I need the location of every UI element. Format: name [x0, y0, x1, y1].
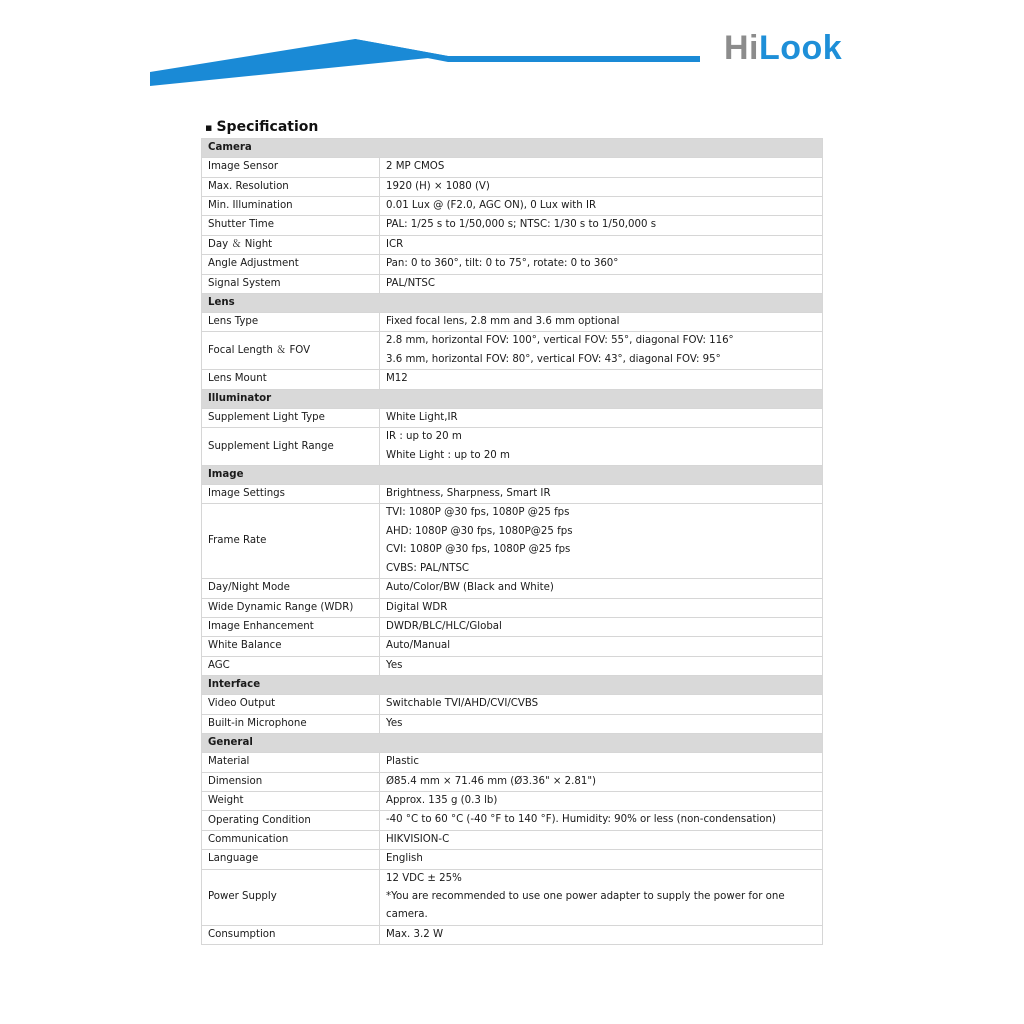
spec-label: Material	[202, 753, 380, 772]
spec-value	[380, 579, 823, 598]
group-header: Image	[202, 465, 823, 484]
spec-value	[380, 504, 823, 579]
bullet-icon: ▪	[205, 121, 213, 134]
group-header: Interface	[202, 676, 823, 695]
group-header: Lens	[202, 293, 823, 312]
group-header-row	[202, 293, 823, 312]
spec-label: Operating Condition	[202, 811, 380, 830]
spec-table	[201, 138, 823, 945]
spec-value-line: AHD: 1080P @30 fps, 1080P@25 fps	[386, 525, 573, 537]
spec-value-line: *You are recommended to use one power adapter to supply the power for one	[386, 890, 785, 902]
spec-value-line: Auto/Manual	[386, 640, 451, 652]
spec-value	[380, 695, 823, 714]
spec-label: Focal Length ＆ FOV	[202, 332, 380, 370]
table-row	[202, 850, 823, 869]
spec-value-line: White Light : up to 20 m	[386, 449, 510, 461]
spec-value	[380, 177, 823, 196]
spec-label: Max. Resolution	[202, 177, 380, 196]
spec-value-line: English	[386, 853, 423, 865]
table-row	[202, 177, 823, 196]
spec-label: Built-in Microphone	[202, 714, 380, 733]
spec-value-line: Yes	[386, 717, 403, 729]
spec-value	[380, 196, 823, 215]
spec-value-line: Plastic	[386, 756, 419, 768]
spec-value-line: CVBS: PAL/NTSC	[386, 562, 470, 574]
spec-value-line: PAL: 1/25 s to 1/50,000 s; NTSC: 1/30 s to 1/50,000 s	[386, 219, 657, 231]
spec-value-line: 1920 (H) × 1080 (V)	[386, 180, 490, 192]
spec-value-line: Yes	[386, 659, 403, 671]
spec-value-line: HIKVISION-C	[386, 833, 450, 845]
spec-value-line: PAL/NTSC	[386, 277, 435, 289]
table-row	[202, 925, 823, 944]
spec-value	[380, 850, 823, 869]
spec-label: AGC	[202, 656, 380, 675]
spec-value-line: Max. 3.2 W	[386, 928, 444, 940]
spec-value-line: -40 °C to 60 °C (-40 °F to 140 °F). Humidity: 90% or less (non-condensation)	[386, 814, 776, 826]
spec-label: Consumption	[202, 925, 380, 944]
table-row	[202, 811, 823, 830]
spec-label: White Balance	[202, 637, 380, 656]
table-row	[202, 791, 823, 810]
table-row	[202, 235, 823, 254]
spec-value-line: ICR	[386, 238, 404, 250]
table-row	[202, 695, 823, 714]
spec-label: Shutter Time	[202, 216, 380, 235]
spec-value	[380, 811, 823, 830]
table-row	[202, 332, 823, 370]
spec-value-line: M12	[386, 373, 408, 385]
table-row	[202, 485, 823, 504]
group-header-row	[202, 389, 823, 408]
spec-value	[380, 408, 823, 427]
spec-value-line: IR : up to 20 m	[386, 431, 462, 443]
spec-value	[380, 158, 823, 177]
spec-label: Frame Rate	[202, 504, 380, 579]
section-title-text: Specification	[216, 119, 319, 135]
spec-label: Language	[202, 850, 380, 869]
spec-label: Image Settings	[202, 485, 380, 504]
spec-value	[380, 637, 823, 656]
spec-label: Day/Night Mode	[202, 579, 380, 598]
table-row	[202, 598, 823, 617]
spec-label: Lens Type	[202, 313, 380, 332]
table-row	[202, 158, 823, 177]
spec-value	[380, 255, 823, 274]
logo-text-hi: Hi	[724, 29, 759, 67]
spec-value-line: Auto/Color/BW (Black and White)	[386, 582, 554, 594]
spec-label: Min. Illumination	[202, 196, 380, 215]
spec-value-line: Pan: 0 to 360°, tilt: 0 to 75°, rotate: 0 to 360°	[386, 258, 619, 270]
table-row	[202, 370, 823, 389]
spec-value	[380, 598, 823, 617]
spec-label: Image Sensor	[202, 158, 380, 177]
spec-value-line: Brightness, Sharpness, Smart IR	[386, 488, 551, 500]
spec-value-line: CVI: 1080P @30 fps, 1080P @25 fps	[386, 544, 571, 556]
spec-label: Video Output	[202, 695, 380, 714]
table-row	[202, 313, 823, 332]
spec-value	[380, 274, 823, 293]
spec-value	[380, 235, 823, 254]
spec-value-line: Switchable TVI/AHD/CVI/CVBS	[386, 698, 539, 710]
group-header-row	[202, 734, 823, 753]
spec-value-line: Fixed focal lens, 2.8 mm and 3.6 mm optional	[386, 316, 620, 328]
group-header: Camera	[202, 139, 823, 158]
header-swoosh	[0, 0, 1024, 100]
spec-value-line: camera.	[386, 909, 428, 921]
spec-value	[380, 772, 823, 791]
section-title	[205, 119, 318, 135]
spec-label: Communication	[202, 830, 380, 849]
spec-value-line: 2 MP CMOS	[386, 161, 445, 173]
spec-label: Lens Mount	[202, 370, 380, 389]
spec-label: Signal System	[202, 274, 380, 293]
spec-label: Weight	[202, 791, 380, 810]
spec-value-line: TVI: 1080P @30 fps, 1080P @25 fps	[386, 507, 570, 519]
spec-value	[380, 332, 823, 370]
table-row	[202, 504, 823, 579]
spec-value-line: 0.01 Lux @ (F2.0, AGC ON), 0 Lux with IR	[386, 199, 597, 211]
spec-value	[380, 370, 823, 389]
spec-label: Supplement Light Type	[202, 408, 380, 427]
table-row	[202, 408, 823, 427]
spec-value-line: 3.6 mm, horizontal FOV: 80°, vertical FOV: 43°, diagonal FOV: 95°	[386, 353, 721, 365]
spec-value	[380, 753, 823, 772]
spec-label: Power Supply	[202, 869, 380, 925]
table-row	[202, 274, 823, 293]
table-row	[202, 753, 823, 772]
spec-label: Angle Adjustment	[202, 255, 380, 274]
table-row	[202, 579, 823, 598]
hilook-logo	[724, 28, 842, 68]
spec-label: Day ＆ Night	[202, 235, 380, 254]
table-row	[202, 772, 823, 791]
spec-value-line: Ø85.4 mm × 71.46 mm (Ø3.36" × 2.81")	[386, 775, 597, 787]
spec-value	[380, 428, 823, 466]
table-row	[202, 428, 823, 466]
spec-value-line: 12 VDC ± 25%	[386, 872, 462, 884]
spec-value	[380, 830, 823, 849]
table-row	[202, 617, 823, 636]
spec-value	[380, 216, 823, 235]
spec-label: Image Enhancement	[202, 617, 380, 636]
spec-value	[380, 925, 823, 944]
table-row	[202, 869, 823, 925]
group-header: General	[202, 734, 823, 753]
table-row	[202, 196, 823, 215]
spec-value	[380, 485, 823, 504]
spec-value	[380, 313, 823, 332]
spec-value	[380, 617, 823, 636]
table-row	[202, 637, 823, 656]
group-header-row	[202, 465, 823, 484]
group-header-row	[202, 676, 823, 695]
group-header: Illuminator	[202, 389, 823, 408]
spec-value-line: White Light,IR	[386, 411, 458, 423]
spec-value	[380, 714, 823, 733]
spec-label: Dimension	[202, 772, 380, 791]
spec-value	[380, 656, 823, 675]
table-row	[202, 830, 823, 849]
spec-label: Supplement Light Range	[202, 428, 380, 466]
table-row	[202, 216, 823, 235]
table-row	[202, 656, 823, 675]
spec-value	[380, 791, 823, 810]
table-row	[202, 714, 823, 733]
spec-value-line: DWDR/BLC/HLC/Global	[386, 620, 502, 632]
spec-label: Wide Dynamic Range (WDR)	[202, 598, 380, 617]
spec-value-line: 2.8 mm, horizontal FOV: 100°, vertical FOV: 55°, diagonal FOV: 116°	[386, 335, 734, 347]
spec-value-line: Approx. 135 g (0.3 lb)	[386, 794, 498, 806]
spec-value-line: Digital WDR	[386, 601, 448, 613]
logo-text-look: Look	[759, 29, 843, 67]
table-row	[202, 255, 823, 274]
spec-value	[380, 869, 823, 925]
group-header-row	[202, 139, 823, 158]
